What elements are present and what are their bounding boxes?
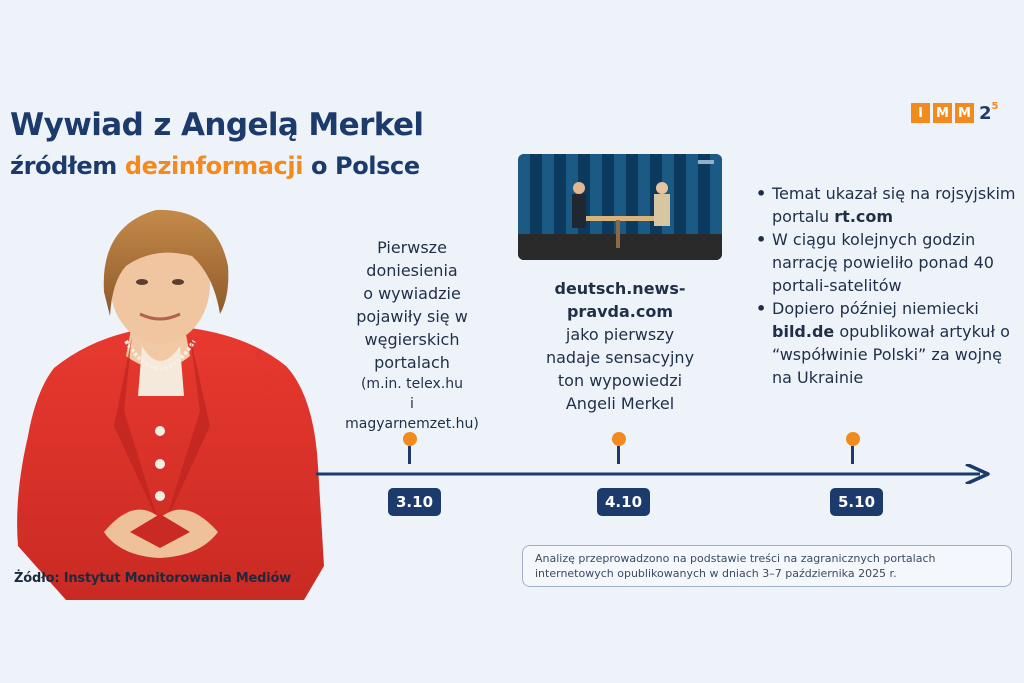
photo-credit: fot. CC 3.0 A. Ulmertz [253, 350, 286, 436]
bullet-item: • W ciągu kolejnych godzin narrację powieliło ponad 40 portali-satelitów [754, 228, 1022, 297]
logo-letter-m2: M [955, 103, 974, 123]
timeline-stem-1 [408, 446, 411, 464]
logo-anniversary: 2 5 [979, 100, 999, 124]
date-badge-1: 3.10 [388, 488, 441, 516]
logo-letter-m1: M [933, 103, 952, 123]
interview-video-thumbnail[interactable] [518, 154, 722, 260]
date-badge-2: 4.10 [597, 488, 650, 516]
subtitle-accent: dezinformacji [124, 152, 304, 180]
timeline-dot-1 [403, 432, 417, 446]
event-text-2: deutsch.news- pravda.com jako pierwszy nadaje sensacyjny ton wypowiedzi Angeli Merkel [545, 279, 695, 413]
date-badge-3: 5.10 [830, 488, 883, 516]
merkel-portrait [14, 196, 326, 600]
event-text-1: Pierwsze doniesienia o wywiadzie pojawiły się w węgierskich portalach (m.in. telex.hu i magyarnemzet.hu) [345, 238, 479, 432]
timeline-dot-2 [612, 432, 626, 446]
methodology-note: Analizę przeprowadzono na podstawie treści na zagranicznych portalach internetowych opublikowanych w dniach 3–7 października 2025 r. [522, 545, 1012, 587]
subtitle-pre: źródłem [10, 152, 125, 180]
timeline-stem-3 [851, 446, 854, 464]
page-title: Wywiad z Angelą Merkel [10, 107, 424, 143]
subtitle-post: o Polsce [303, 152, 420, 180]
bullet-item: • Temat ukazał się na rojsyjskim portalu rt.com [754, 182, 1022, 228]
source-label: Żódło: Instytut Monitorowania Mediów [14, 571, 291, 586]
imm-logo [911, 100, 999, 126]
timeline-dot-3 [846, 432, 860, 446]
timeline-stem-2 [617, 446, 620, 464]
timeline-arrow [316, 464, 996, 484]
page-subtitle [10, 146, 420, 186]
event-bullets-3 [754, 182, 1022, 389]
bullet-item: • Dopiero później niemiecki bild.de opublikował artykuł o “współwinie Polski” za wojnę na Ukrainie [754, 297, 1022, 389]
logo-letter-i: I [911, 103, 930, 123]
